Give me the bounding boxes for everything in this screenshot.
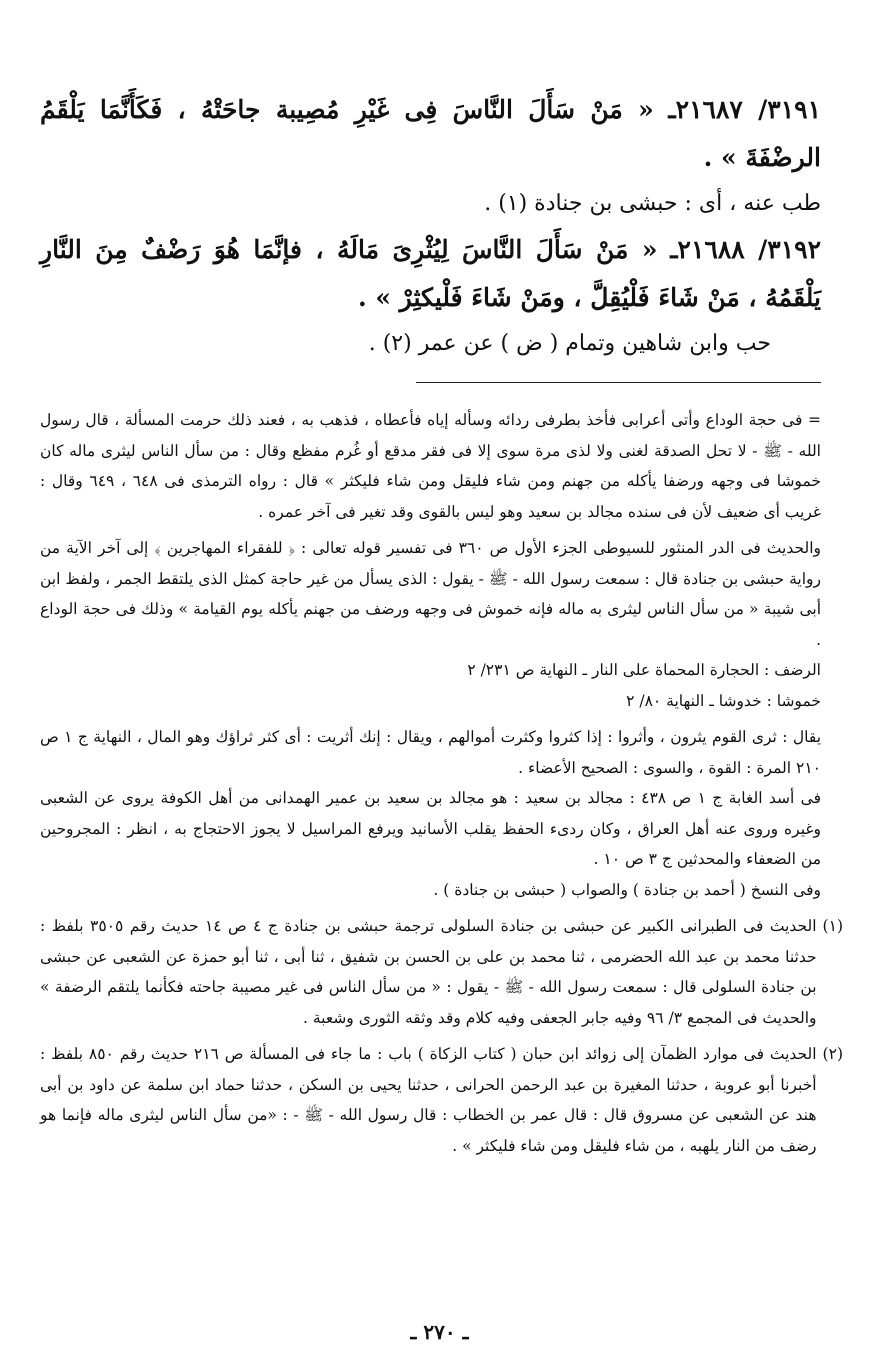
hadith-source: طب عنه ، أى : حبشى بن جنادة (١) . xyxy=(484,191,821,216)
note-paragraph: الرضف : الحجارة المحماة على النار ـ النهاية ص ٢٣١/ ٢ xyxy=(467,661,821,679)
note-paragraph: = فى حجة الوداع وأتى أعرابى فأخذ بطرفى ردائه وسأله إياه فأعطاه ، فذهب به ، فعند ذلك حرمت المسألة ، قال رسول الله - ﷺ - لا تحل الصدقة لغنى ولا لذى مرة سوى إلا فى فقر مدقع أو غُرم مفظع وقال : من سأل الناس ليثرى ماله كان خموشا فى وجهه ورضفا يأكله من جهنم ومن شاء فليقل ومن شاء فليكثر » قال : رواه الترمذى فى ٦٤٨ ، ٦٤٩ وقال : غريب أى ضعيف لأن فى سنده مجالد بن سعيد وهو ليس بالقوى وقد تغير فى آخر عمره . xyxy=(40,411,821,521)
note-paragraph: خموشا : خدوشا ـ النهاية ٨٠/ ٢ xyxy=(626,691,821,710)
page-content xyxy=(40,86,843,1364)
note-paragraph: يقال : ثرى القوم يثرون ، وأثروا : إذا كثروا وكثرت أموالهم ، ويقال : إنك أثريت : أى كثر ثراؤك وهو المال ، النهاية ج ١ ص ٢١٠ المرة : القوة ، والسوى : الصحيح الأعضاء . xyxy=(40,728,822,777)
note-paragraph: فى أسد الغابة ج ١ ص ٤٣٨ : مجالد بن سعيد : هو مجالد بن سعيد بن عمير الهمدانى من أهل الكوفة يروى عن الشعبى وغيره وروى عنه أهل العراق ، وكان ردىء الحفظ يقلب الأسانيد ويرفع المراسيل لا يجوز الاحتجاج به ، انظر : المجروحين من الضعفاء والمحدثين ج ٣ ص ١٠ . xyxy=(40,789,821,868)
hadith-text: « مَنْ سَأَلَ النَّاسَ فِى غَيْرِ مُصِيبة جاحَتْهُ ، فَكَأَنَّمَا يَلْقَمُ الرضْفَةَ » . xyxy=(40,95,821,172)
divider-line xyxy=(416,382,821,383)
footnote-mark: (١) xyxy=(822,917,843,935)
footnote-2 xyxy=(40,1039,843,1161)
footnote-text: الحديث فى الطبرانى الكبير عن حبشى بن جنادة السلولى ترجمة حبشى بن جنادة ج ٤ ص ١٤ حديث رقم ٣٥٠٥ بلفظ : حدثنا محمد بن عبد الله الحضرمى ، ثنا محمد بن على بن الحسن بن شفيق ، ثنا أبى ، ثنا أبو حمزة عن الشعبى عن حبشى بن جنادة السلولى قال : سمعت رسول الله - ﷺ - يقول : « من سأل الناس فى غير مصيبة جاحته فكأنما يلتقم الرضفة » والحديث فى المجمع ٣/ ٩٦ وفيه جابر الجعفى وفيه كلام وقد وثقه الثورى وشعبة . xyxy=(40,917,817,1027)
hadith-number: ٣١٩٢/ ٢١٦٨٨ـ xyxy=(670,235,821,264)
hadith-3191 xyxy=(40,86,821,182)
page-number: ـ ٢٧٠ ـ xyxy=(410,1320,469,1344)
hadith-source: حب وابن شاهين وتمام ( ض ) عن عمر (٢) . xyxy=(368,331,771,356)
footnote-mark: (٢) xyxy=(822,1045,843,1063)
footnotes-section xyxy=(40,405,843,1161)
footnote-1 xyxy=(40,911,843,1033)
note-paragraph: وفى النسخ ( أحمد بن جنادة ) والصواب ( حبشى بن جنادة ) . xyxy=(433,880,821,899)
hadith-text: « مَنْ سَأَلَ النَّاسَ لِيُثْرِىَ مَالَهُ ، فإنَّمَا هُوَ رَضْفٌ مِنَ النَّارِ يَلْقَمُهُ ، مَنْ شَاءَ فَلْيُقِلَّ ، ومَنْ شَاءَ فَلْيكثِرْ » . xyxy=(40,235,821,312)
footnote-text: الحديث فى موارد الظمآن إلى زوائد ابن حبان ( كتاب الزكاة ) باب : ما جاء فى المسألة ص ٢١٦ حديث رقم ٨٥٠ بلفظ : أخبرنا أبو عروبة ، حدثنا المغيرة بن عبد الرحمن الحرانى ، حدثنا يحيى بن السكن ، حدثنا حماد ابن سلمة عن داود بن أبى هند عن الشعبى عن مسروق قال : قال عمر بن الخطاب : قال رسول الله - ﷺ - : «من سأل الناس ليثرى ماله فإنما هو رضف من النار يلهبه ، من شاء فليقل ومن شاء فليكثر » . xyxy=(40,1045,817,1155)
hadith-3192 xyxy=(40,226,821,322)
hadith-number: ٣١٩١/ ٢١٦٨٧ـ xyxy=(668,95,821,124)
footnote-divider xyxy=(40,372,821,393)
note-paragraph: والحديث فى الدر المنثور للسيوطى الجزء الأول ص ٣٦٠ فى تفسير قوله تعالى : ﴿ للفقراء المهاجرين ﴾ إلى آخر الآية من رواية حبشى بن جنادة قال : سمعت رسول الله - ﷺ - يقول : الذى يسأل من غير حاجة كمثل الذى يلتقط الجمر ، ولفظ ابن أبى شيبة « من سأل الناس ليثرى به ماله فإنه خموش فى وجهه ورضف من جهنم يأكله يوم القيامة » وذلك فى حجة الوداع . xyxy=(40,539,821,649)
